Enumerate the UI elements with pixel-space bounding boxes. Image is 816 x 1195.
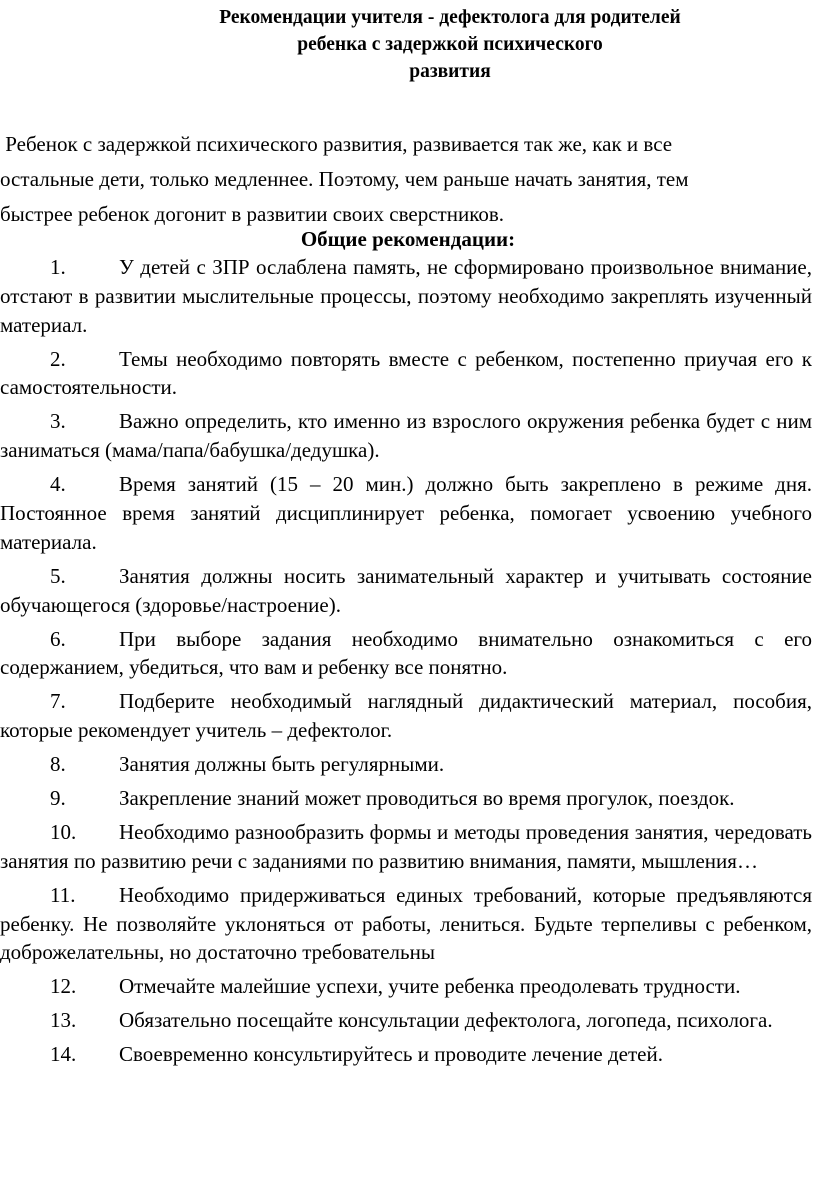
list-item: [0, 470, 812, 556]
list-item: [0, 972, 812, 1001]
item-text: Необходимо придерживаться единых требований, которые предъявляются ребенку. Не позволяйте уклоняться от работы, лениться. Будьте терпеливы с ребенком, доброжелательны, но достаточно требовательны: [0, 882, 812, 965]
item-text: Занятия должны быть регулярными.: [119, 752, 445, 777]
item-number: 8.: [50, 752, 66, 777]
item-number: 12.: [50, 974, 77, 999]
title-line-1: Рекомендации учителя - дефектолога для родителей: [219, 7, 681, 28]
list-item: [0, 750, 812, 779]
recommendations-list: [0, 253, 812, 1074]
document-title: [0, 4, 816, 85]
item-text: Подберите необходимый наглядный дидактический материал, пособия, которые рекомендует учитель – дефектолог.: [0, 689, 812, 743]
title-line-2: ребенка с задержкой психического: [297, 34, 603, 55]
intro-line-3: быстрее ребенок догонит в развитии своих сверстников.: [0, 202, 504, 226]
list-item: [0, 625, 812, 683]
list-item: [0, 881, 812, 967]
list-item: [0, 1040, 812, 1069]
item-number: 1.: [50, 255, 66, 279]
item-number: 13.: [50, 1008, 77, 1033]
item-number: 14.: [50, 1042, 77, 1067]
intro-line-1: Ребенок с задержкой психического развития, развивается так же, как и все: [0, 132, 673, 156]
item-text: Необходимо разнообразить формы и методы проведения занятия, чередовать занятия по развитию речи с заданиями по развитию внимания, памяти, мышления…: [0, 820, 812, 873]
item-number: 3.: [50, 409, 66, 434]
list-item: [0, 1006, 812, 1035]
list-item: [0, 562, 812, 620]
item-text: Закрепление знаний может проводиться во время прогулок, поездок.: [119, 786, 735, 811]
list-item: [0, 818, 812, 876]
list-item: [0, 687, 812, 745]
item-number: 5.: [50, 563, 66, 588]
item-text: Отмечайте малейшие успехи, учите ребенка преодолевать трудности.: [119, 974, 741, 999]
item-text: Темы необходимо повторять вместе с ребенком, постепенно приучая его к самостоятельности.: [0, 346, 812, 400]
item-text: Время занятий (15 – 20 мин.) должно быть закреплено в режиме дня. Постоянное время занятий дисциплинирует ребенка, помогает усвоению учебного материала.: [0, 472, 812, 554]
item-text: Занятия должны носить занимательный характер и учитывать состояние обучающегося (здоровье/настроение).: [0, 563, 812, 617]
list-item: [0, 345, 812, 403]
section-heading: Общие рекомендации:: [300, 227, 516, 251]
item-number: 2.: [50, 346, 66, 371]
item-text: У детей с ЗПР ослаблена память, не сформировано произвольное внимание, отстают в развитии мыслительные процессы, поэтому необходимо закреплять изученный материал.: [0, 255, 812, 337]
item-number: 7.: [50, 689, 66, 714]
item-number: 10.: [50, 820, 77, 845]
item-text: Своевременно консультируйтесь и проводите лечение детей.: [119, 1042, 663, 1067]
item-number: 9.: [50, 786, 66, 811]
intro-paragraph: [0, 127, 810, 232]
list-item: [0, 407, 812, 465]
list-item: [0, 253, 812, 339]
item-number: 4.: [50, 472, 66, 497]
item-text: При выборе задания необходимо внимательно ознакомиться с его содержанием, убедиться, что вам и ребенку все понятно.: [0, 626, 812, 680]
intro-line-2: остальные дети, только медленнее. Поэтому, чем раньше начать занятия, тем: [0, 167, 689, 191]
title-line-3: развития: [409, 61, 491, 82]
item-text: Важно определить, кто именно из взрослого окружения ребенка будет с ним заниматься (мама/папа/бабушка/дедушка).: [0, 409, 812, 463]
item-number: 11.: [50, 882, 76, 907]
list-item: [0, 784, 812, 813]
item-text: Обязательно посещайте консультации дефектолога, логопеда, психолога.: [119, 1008, 773, 1033]
item-number: 6.: [50, 626, 66, 651]
